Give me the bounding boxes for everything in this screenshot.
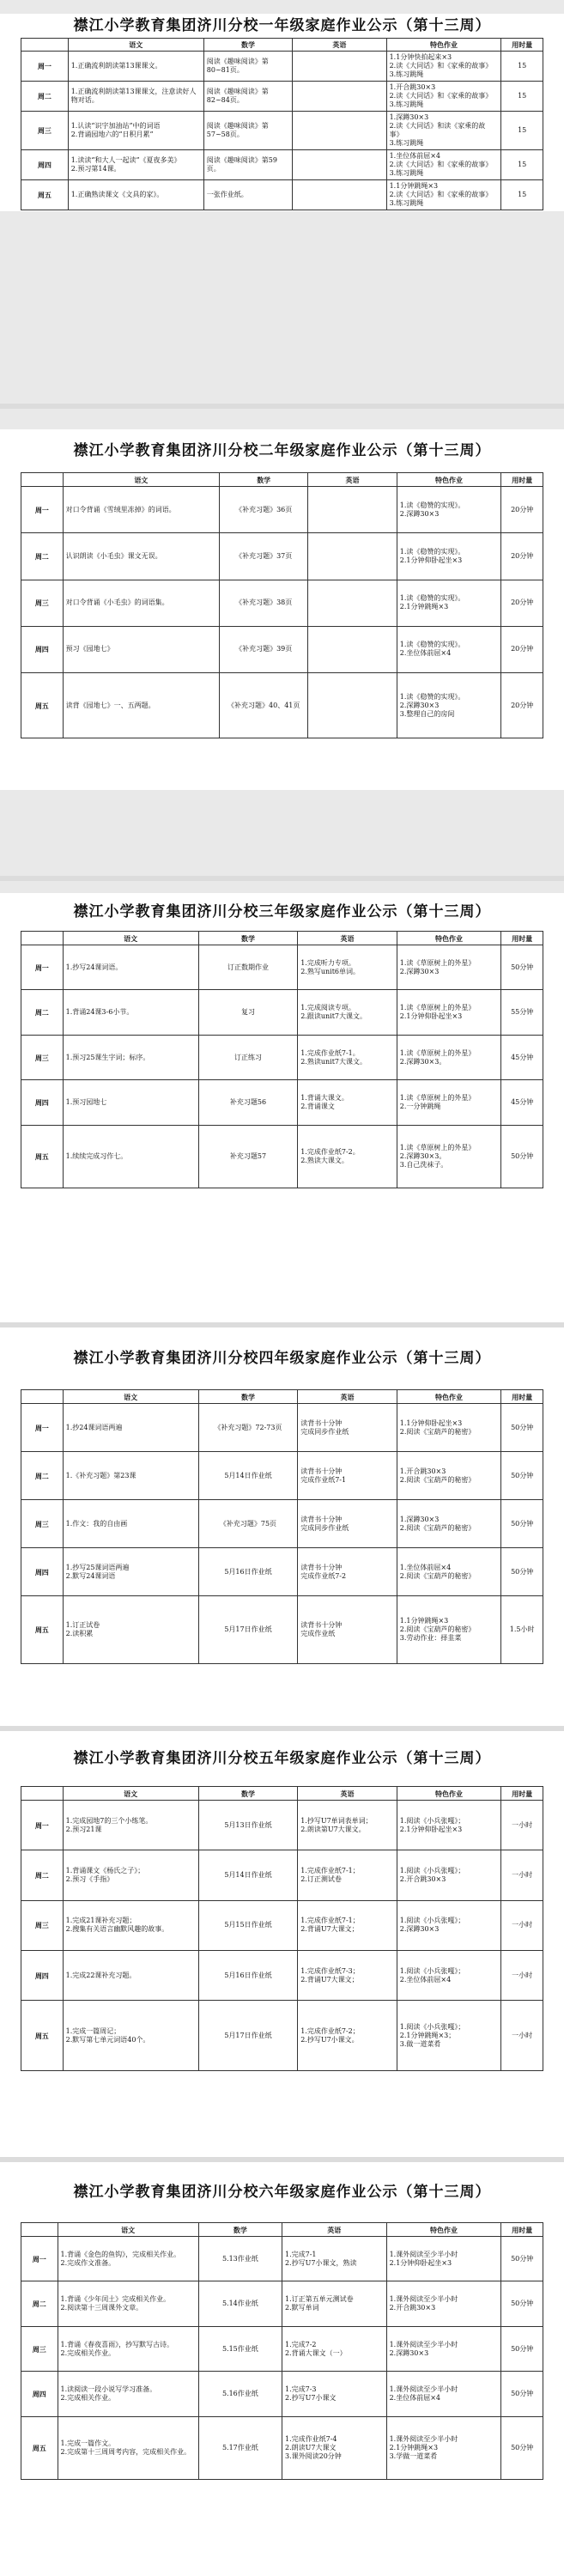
table-row (21, 945, 543, 990)
english-cell: 读背书十分钟 完成作业纸7-2 (298, 1548, 397, 1596)
time-cell: 50分钟 (501, 1404, 543, 1452)
grade-5-table (21, 1786, 543, 2071)
grade-2-title: 襟江小学教育集团济川分校二年级家庭作业公示（第十三周） (73, 442, 491, 459)
special-cell: 1.课外阅读至少半小时 2.1分钟跳绳×3 3.学做一道菜肴 (386, 2416, 501, 2479)
english-cell (308, 626, 397, 672)
day-cell: 周一 (21, 52, 69, 82)
grade-5-title: 襟江小学教育集团济川分校五年级家庭作业公示（第十三周） (73, 1750, 491, 1767)
grade-6-title: 襟江小学教育集团济川分校六年级家庭作业公示（第十三周） (73, 2184, 491, 2201)
special-cell: 1.深蹲30×3 2.读《大同话》和读《家乘的故事》 3.练习跳绳 (386, 112, 501, 150)
special-cell: 1.阅读《小兵张嘎》； 2.1分钟跳绳×3； 3.做一道菜肴 (397, 2001, 501, 2071)
time-cell: 50分钟 (501, 2372, 543, 2416)
header-math: 数学 (198, 2223, 282, 2237)
special-cell: 1.深蹲30×3 2.阅读《宝葫芦的秘密》 (397, 1500, 501, 1548)
math-cell: 《补充习题》40、41页 (220, 673, 308, 738)
header-day (21, 932, 64, 945)
day-cell: 周二 (21, 1850, 64, 1900)
grade-2-table (21, 472, 543, 738)
header-time: 用时量 (501, 1787, 543, 1801)
math-cell: 《补充习题》37页 (220, 533, 308, 580)
grade-3-title: 襟江小学教育集团济川分校三年级家庭作业公示（第十三周） (73, 903, 491, 920)
header-special: 特色作业 (397, 932, 501, 945)
math-cell: 5月15日作业纸 (198, 1900, 298, 1950)
special-cell: 1.坐位体前屈×4 2.读《大同话》和《家乘的故事》 3.练习跳绳 (386, 150, 501, 180)
time-cell: 45分钟 (501, 1035, 543, 1079)
english-cell: 1.完成7-1 2.抄写U7小课文，熟读 (282, 2237, 386, 2281)
chinese-cell: 1.读读“和大人一起读”《夏夜多美》 2.预习第14课。 (68, 150, 203, 180)
time-cell: 20分钟 (501, 580, 543, 626)
header-chinese: 语文 (63, 1390, 198, 1404)
math-cell: 5.16作业纸 (198, 2372, 282, 2416)
day-cell: 周二 (21, 990, 64, 1035)
english-cell: 1.完成阅读专项。 2.跟读unit7大课文。 (298, 990, 397, 1035)
table-row (21, 82, 543, 112)
time-cell: 20分钟 (501, 673, 543, 738)
chinese-cell: 1.背诵《春夜喜雨》，抄写默写古诗。 2.完成相关作业。 (58, 2326, 198, 2371)
chinese-cell: 1.背诵课文《杨氏之子》； 2.预习《手指》 (63, 1850, 198, 1900)
chinese-cell: 1.完成园地7的三个小练笔。 2.预习21课 (63, 1801, 198, 1850)
english-cell (308, 487, 397, 533)
table-row (21, 1080, 543, 1125)
day-cell: 周五 (21, 673, 64, 738)
math-cell: 5月17日作业纸 (198, 1596, 298, 1664)
table-row (21, 2372, 543, 2416)
table-row (21, 533, 543, 580)
chinese-cell: 1.正确熟读课文《文具的家》。 (68, 180, 203, 210)
special-cell: 1.阅读《小兵张嘎》； 2.深蹲30×3 (397, 1900, 501, 1950)
day-cell: 周一 (21, 1404, 64, 1452)
time-cell: 一小时 (501, 1900, 543, 1950)
header-chinese: 语文 (63, 473, 219, 487)
table-row (21, 1548, 543, 1596)
grade-6-table (21, 2222, 543, 2480)
special-cell: 1.1分钟跳绳×3 2.阅读《宝葫芦的秘密》 3.劳动作业：择韭菜 (397, 1596, 501, 1664)
special-cell: 1.读《草原树上的外星》 2.深蹲30×3。 3.自己洗袜子。 (397, 1125, 501, 1188)
english-cell: 读背书十分钟 完成同步作业纸 (298, 1404, 397, 1452)
chinese-cell: 1.完成一篇作文。 2.完成第十三周周考内容，完成相关作业。 (58, 2416, 198, 2479)
table-row (21, 180, 543, 210)
grade-3-sheet (0, 893, 564, 1322)
day-cell: 周四 (21, 2372, 58, 2416)
day-cell: 周四 (21, 1080, 64, 1125)
section-divider (0, 876, 564, 881)
english-cell: 1.完成作业纸7-3； 2.背诵U7大课文； (298, 1950, 397, 2000)
table-row (21, 2237, 543, 2281)
time-cell: 一小时 (501, 1950, 543, 2000)
math-cell: 补充习题56 (198, 1080, 298, 1125)
math-cell: 阅读《趣味阅读》第80~81页。 (203, 52, 292, 82)
header-row (21, 2223, 543, 2237)
day-cell: 周三 (21, 1035, 64, 1079)
special-cell: 1.坐位体前屈×4 2.阅读《宝葫芦的秘密》 (397, 1548, 501, 1596)
chinese-cell: 1.完成一篇周记； 2.默写第七单元词语40个。 (63, 2001, 198, 2071)
header-time: 用时量 (501, 2223, 543, 2237)
header-chinese: 语文 (58, 2223, 198, 2237)
time-cell: 15 (501, 112, 543, 150)
time-cell: 50分钟 (501, 2416, 543, 2479)
english-cell (308, 580, 397, 626)
math-cell: 《补充习题》72-73页 (198, 1404, 298, 1452)
chinese-cell: 认识朗读《小毛虫》课文无误。 (63, 533, 219, 580)
math-cell: 5月14日作业纸 (198, 1452, 298, 1500)
chinese-cell: 1.背诵24课3-6小节。 (63, 990, 198, 1035)
header-time: 用时量 (501, 39, 543, 52)
grade-4-title: 襟江小学教育集团济川分校四年级家庭作业公示（第十三周） (73, 1350, 491, 1367)
day-cell: 周四 (21, 626, 64, 672)
header-time: 用时量 (501, 1390, 543, 1404)
header-row (21, 1390, 543, 1404)
chinese-cell: 1.续续完成习作七。 (63, 1125, 198, 1188)
math-cell: 5月16日作业纸 (198, 1548, 298, 1596)
math-cell: 一张作业纸。 (203, 180, 292, 210)
header-special: 特色作业 (397, 1787, 501, 1801)
header-english: 英语 (298, 1390, 397, 1404)
chinese-cell: 1.预习25课生字词；标序。 (63, 1035, 198, 1079)
header-row (21, 39, 543, 52)
time-cell: 20分钟 (501, 626, 543, 672)
day-cell: 周二 (21, 2281, 58, 2326)
day-cell: 周五 (21, 2001, 64, 2071)
day-cell: 周五 (21, 2416, 58, 2479)
time-cell: 15 (501, 180, 543, 210)
math-cell: 《补充习题》36页 (220, 487, 308, 533)
time-cell: 20分钟 (501, 487, 543, 533)
section-divider (0, 404, 564, 409)
table-row (21, 1900, 543, 1950)
time-cell: 1.5小时 (501, 1596, 543, 1664)
header-row (21, 1787, 543, 1801)
header-day (21, 39, 69, 52)
header-special: 特色作业 (397, 473, 501, 487)
time-cell: 50分钟 (501, 945, 543, 990)
math-cell: 5月16日作业纸 (198, 1950, 298, 2000)
header-special: 特色作业 (397, 1390, 501, 1404)
english-cell: 1.完成听力专项。 2.熟写unit6单词。 (298, 945, 397, 990)
table-row (21, 1404, 543, 1452)
table-row (21, 673, 543, 738)
grade-1-title: 襟江小学教育集团济川分校一年级家庭作业公示（第十三周） (73, 17, 491, 34)
math-cell: 阅读《趣味阅读》第59页。 (203, 150, 292, 180)
time-cell: 55分钟 (501, 990, 543, 1035)
header-special: 特色作业 (386, 39, 501, 52)
time-cell: 50分钟 (501, 1548, 543, 1596)
grade-1-table (21, 38, 543, 210)
header-chinese: 语文 (63, 932, 198, 945)
special-cell: 1.读《稳赞的实现》。 2.深蹲30×3 3.整理自己的房间 (397, 673, 501, 738)
english-cell (293, 150, 386, 180)
header-row (21, 473, 543, 487)
chinese-cell: 预习《园地七》 (63, 626, 219, 672)
day-cell: 周五 (21, 180, 69, 210)
day-cell: 周三 (21, 2326, 58, 2371)
table-row (21, 990, 543, 1035)
time-cell: 50分钟 (501, 1125, 543, 1188)
chinese-cell: 1.完成22课补充习题。 (63, 1950, 198, 2000)
grade-6-sheet (0, 2162, 564, 2576)
english-cell (308, 533, 397, 580)
table-row (21, 52, 543, 82)
special-cell: 1.读《草原树上的外星》 2.深蹲30×3。 (397, 1035, 501, 1079)
table-row (21, 1950, 543, 2000)
header-day (21, 473, 64, 487)
grade-4-table (21, 1389, 543, 1664)
table-row (21, 487, 543, 533)
time-cell: 50分钟 (501, 2326, 543, 2371)
table-row (21, 1801, 543, 1850)
math-cell: 5.14作业纸 (198, 2281, 282, 2326)
header-math: 数学 (198, 1390, 298, 1404)
header-chinese: 语文 (63, 1787, 198, 1801)
header-english: 英语 (298, 1787, 397, 1801)
table-row (21, 2416, 543, 2479)
chinese-cell: 1.抄写24课词语。 (63, 945, 198, 990)
math-cell: 5.15作业纸 (198, 2326, 282, 2371)
special-cell: 1.课外阅读至少半小时 2.坐位体前屈×4 (386, 2372, 501, 2416)
time-cell: 15 (501, 150, 543, 180)
chinese-cell: 读背《园地七》一、五两题。 (63, 673, 219, 738)
day-cell: 周二 (21, 82, 69, 112)
time-cell: 50分钟 (501, 2237, 543, 2281)
chinese-cell: 1.读阅读一段小说写学习准备。 2.完成相关作业。 (58, 2372, 198, 2416)
time-cell: 一小时 (501, 1801, 543, 1850)
day-cell: 周一 (21, 945, 64, 990)
day-cell: 周二 (21, 1452, 64, 1500)
header-row (21, 932, 543, 945)
time-cell: 45分钟 (501, 1080, 543, 1125)
english-cell: 1.完成作业纸7-1； 2.背诵U7大课文； (298, 1900, 397, 1950)
time-cell: 50分钟 (501, 1452, 543, 1500)
math-cell: 5月13日作业纸 (198, 1801, 298, 1850)
table-row (21, 1452, 543, 1500)
english-cell: 1.抄写U7单词表单词； 2.朗读第U7大课文。 (298, 1801, 397, 1850)
english-cell (293, 180, 386, 210)
english-cell: 1.完成7-2 2.背诵大课文（一） (282, 2326, 386, 2371)
table-row (21, 1125, 543, 1188)
special-cell: 1.读《稳赞的实现》。 2.深蹲30×3 (397, 487, 501, 533)
chinese-cell: 1.背诵《少年闰土》完成相关作业。 2.阅读第十三周课外文章。 (58, 2281, 198, 2326)
special-cell: 1.阅读《小兵张嘎》； 2.开合跳30×3 (397, 1850, 501, 1900)
special-cell: 1.阅读《小兵张嘎》； 2.坐位体前屈×4 (397, 1950, 501, 2000)
math-cell: 订正数期作业 (198, 945, 298, 990)
special-cell: 1.课外阅读至少半小时 2.1分钟仰卧起坐×3 (386, 2237, 501, 2281)
chinese-cell: 1.完成21课补充习题； 2.搜集有关语言幽默风趣的故事。 (63, 1900, 198, 1950)
english-cell: 1.背诵大课文。 2.背诵课文 (298, 1080, 397, 1125)
math-cell: 补充习题57 (198, 1125, 298, 1188)
chinese-cell: 1.抄24课词语两遍 (63, 1404, 198, 1452)
chinese-cell: 对口令背诵《小毛虫》的词语集。 (63, 580, 219, 626)
chinese-cell: 1.作文：我的自由画 (63, 1500, 198, 1548)
day-cell: 周一 (21, 487, 64, 533)
day-cell: 周四 (21, 1950, 64, 2000)
table-row (21, 580, 543, 626)
time-cell: 20分钟 (501, 533, 543, 580)
chinese-cell: 1.订正试卷 2.读积累 (63, 1596, 198, 1664)
table-row (21, 2001, 543, 2071)
header-day (21, 1787, 64, 1801)
header-english: 英语 (293, 39, 386, 52)
time-cell: 15 (501, 52, 543, 82)
english-cell: 1.完成作业纸7-1； 2.订正测试卷 (298, 1850, 397, 1900)
english-cell: 1.完成7-3 2.抄写U7小课文 (282, 2372, 386, 2416)
english-cell: 1.完成作业纸7-4 2.朗读U7大课文 3.课外阅读20分钟 (282, 2416, 386, 2479)
chinese-cell: 1.抄写25课词语两遍 2.默写24课词语 (63, 1548, 198, 1596)
special-cell: 1.1分钟跳绳×3 2.读《大同话》和《家乘的故事》 3.练习跳绳 (386, 180, 501, 210)
math-cell: 《补充习题》75页 (198, 1500, 298, 1548)
special-cell: 1.课外阅读至少半小时 2.开合跳30×3 (386, 2281, 501, 2326)
math-cell: 5.17作业纸 (198, 2416, 282, 2479)
special-cell: 1.读《稳赞的实现》。 2.1分钟跳绳×3 (397, 580, 501, 626)
day-cell: 周五 (21, 1125, 64, 1188)
english-cell: 1.完成作业纸7-2； 2.抄写U7小课文。 (298, 2001, 397, 2071)
special-cell: 1.开合跳30×3 2.阅读《宝葫芦的秘密》 (397, 1452, 501, 1500)
english-cell (293, 52, 386, 82)
math-cell: 5月17日作业纸 (198, 2001, 298, 2071)
time-cell: 15 (501, 82, 543, 112)
special-cell: 1.1分钟快拍起来×3 2.读《大同话》和《家乘的故事》 3.练习跳绳 (386, 52, 501, 82)
header-special: 特色作业 (386, 2223, 501, 2237)
special-cell: 1.阅读《小兵张嘎》； 2.1分钟仰卧起坐×3 (397, 1801, 501, 1850)
time-cell: 50分钟 (501, 1500, 543, 1548)
english-cell: 1.完成作业纸7-2。 2.熟读大课文。 (298, 1125, 397, 1188)
grade-1-sheet (0, 14, 564, 211)
table-row (21, 1500, 543, 1548)
math-cell: 订正练习 (198, 1035, 298, 1079)
table-row (21, 626, 543, 672)
grade-3-table (21, 931, 543, 1188)
time-cell: 一小时 (501, 1850, 543, 1900)
chinese-cell: 1.背诵《金色的鱼钩》，完成相关作业。 2.完成作文准备。 (58, 2237, 198, 2281)
table-row (21, 1596, 543, 1664)
english-cell: 读背书十分钟 完成作业纸 (298, 1596, 397, 1664)
header-english: 英语 (308, 473, 397, 487)
math-cell: 阅读《趣味阅读》第82~84页。 (203, 82, 292, 112)
time-cell: 50分钟 (501, 2281, 543, 2326)
chinese-cell: 1.认读“识字加油站”中的词语 2.背诵园地六的“日积月累” (68, 112, 203, 150)
special-cell: 1.读《草原树上的外星》 2.一分钟跳绳 (397, 1080, 501, 1125)
table-row (21, 112, 543, 150)
english-cell: 读背书十分钟 完成作业纸7-1 (298, 1452, 397, 1500)
header-chinese: 语文 (68, 39, 203, 52)
grade-5-sheet (0, 1731, 564, 2157)
math-cell: 阅读《趣味阅读》第57~58页。 (203, 112, 292, 150)
math-cell: 5.13作业纸 (198, 2237, 282, 2281)
math-cell: 《补充习题》39页 (220, 626, 308, 672)
header-math: 数学 (198, 932, 298, 945)
day-cell: 周二 (21, 533, 64, 580)
day-cell: 周一 (21, 2237, 58, 2281)
special-cell: 1.开合跳30×3 2.读《大同话》和《家乘的故事》 3.练习跳绳 (386, 82, 501, 112)
chinese-cell: 1.正确流利朗读第13课课文。 (68, 52, 203, 82)
day-cell: 周一 (21, 1801, 64, 1850)
day-cell: 周三 (21, 112, 69, 150)
table-row (21, 1850, 543, 1900)
special-cell: 1.课外阅读至少半小时 2.深蹲30×3 (386, 2326, 501, 2371)
english-cell: 读背书十分钟 完成同步作业纸 (298, 1500, 397, 1548)
chinese-cell: 1.正确流利朗读第13课课文，注意读好人物对话。 (68, 82, 203, 112)
day-cell: 周五 (21, 1596, 64, 1664)
header-english: 英语 (298, 932, 397, 945)
header-time: 用时量 (501, 473, 543, 487)
table-row (21, 150, 543, 180)
english-cell: 1.订正第五单元测试卷 2.默写单词 (282, 2281, 386, 2326)
table-row (21, 1035, 543, 1079)
special-cell: 1.读《草原树上的外星》 2.1分钟仰卧起坐×3 (397, 990, 501, 1035)
special-cell: 1.读《稳赞的实现》。 2.坐位体前屈×4 (397, 626, 501, 672)
table-row (21, 2326, 543, 2371)
day-cell: 周三 (21, 1900, 64, 1950)
chinese-cell: 1.《补充习题》第23课 (63, 1452, 198, 1500)
day-cell: 周三 (21, 1500, 64, 1548)
header-math: 数学 (220, 473, 308, 487)
english-cell (293, 112, 386, 150)
chinese-cell: 对口令背诵《雪绒里冻掉》的词语。 (63, 487, 219, 533)
math-cell: 复习 (198, 990, 298, 1035)
header-day (21, 1390, 64, 1404)
special-cell: 1.读《草原树上的外星》 2.深蹲30×3 (397, 945, 501, 990)
header-english: 英语 (282, 2223, 386, 2237)
time-cell: 一小时 (501, 2001, 543, 2071)
day-cell: 周四 (21, 150, 69, 180)
grade-2-sheet (0, 429, 564, 790)
special-cell: 1.1分钟仰卧起坐×3 2.阅读《宝葫芦的秘密》 (397, 1404, 501, 1452)
header-math: 数学 (203, 39, 292, 52)
english-cell (308, 673, 397, 738)
day-cell: 周三 (21, 580, 64, 626)
math-cell: 《补充习题》38页 (220, 580, 308, 626)
english-cell (293, 82, 386, 112)
english-cell: 1.完成作业纸7-1。 2.熟读unit7大课文。 (298, 1035, 397, 1079)
header-time: 用时量 (501, 932, 543, 945)
header-day (21, 2223, 58, 2237)
special-cell: 1.读《稳赞的实现》。 2.1分钟仰卧起坐×3 (397, 533, 501, 580)
table-row (21, 2281, 543, 2326)
math-cell: 5月14日作业纸 (198, 1850, 298, 1900)
day-cell: 周四 (21, 1548, 64, 1596)
header-math: 数学 (198, 1787, 298, 1801)
chinese-cell: 1.预习园地七 (63, 1080, 198, 1125)
grade-4-sheet (0, 1327, 564, 1757)
